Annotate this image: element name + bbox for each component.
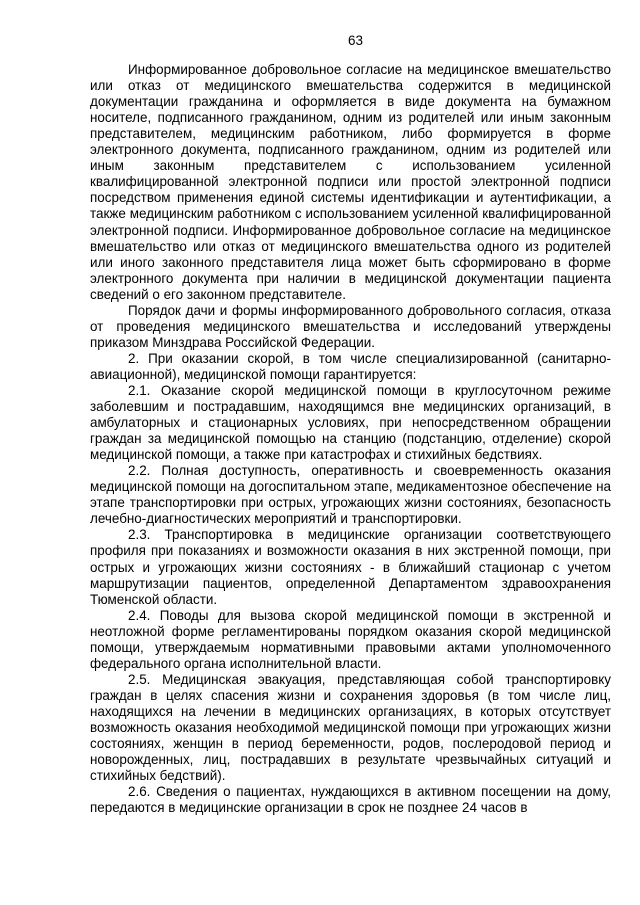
paragraph-item-2-6: 2.6. Сведения о пациентах, нуждающихся в активном посещении на дому, передаются в медицинские организации в срок не позднее 24 часов в [90, 784, 611, 816]
paragraph-informed-consent-details: Информированное добровольное согласие на медицинское вмешательство или отказ от медицинского вмешательства содержится в медицинской документации гражданина и оформляется в виде документа на бумажном носителе, подписанного гражданином, одним из родителей или иным законным представителем, медицинским работником, либо формируется в форме электронного документа, подписанного гражданином, одним из родителей или иным законным представителем с использованием усиленной квалифицированной электронной подписи или простой электронной подписи посредством применения единой системы идентификации и аутентификации, а также медицинским работником с использованием усиленной квалифицированной электронной подписи. Информированное добровольное согласие на медицинское вмешательство или отказ от медицинского вмешательства одного из родителей или иного законного представителя лица может быть сформировано в форме электронного документа при наличии в медицинской документации пациента сведений о его законном представителе. [90, 62, 611, 302]
paragraph-consent-procedure: Порядок дачи и формы информированного добровольного согласия, отказа от проведения медицинского вмешательства и исследований утверждены приказом Минздрава Российской Федерации. [90, 302, 611, 350]
paragraph-item-2-3: 2.3. Транспортировка в медицинские организации соответствующего профиля при показаниях и возможности оказания в них экстренной помощи, при острых и угрожающих жизни состояниях - в ближайший стационар с учетом маршрутизации пациентов, определенной Департаментом здравоохранения Тюменской области. [90, 527, 611, 607]
page-number: 63 [348, 33, 363, 48]
paragraph-item-2-1: 2.1. Оказание скорой медицинской помощи в круглосуточном режиме заболевшим и пострадавшим, находящимся вне медицинских организаций, в амбулаторных и стационарных условиях, при непосредственном обращении граждан за медицинской помощью на станцию (подстанцию, отделение) скорой медицинской помощи, а также при катастрофах и стихийных бедствиях. [90, 382, 611, 463]
paragraph-section-2: 2. При оказании скорой, в том числе специализированной (санитарно-авиационной), медицинской помощи гарантируется: [90, 350, 611, 382]
paragraph-item-2-2: 2.2. Полная доступность, оперативность и своевременность оказания медицинской помощи на догоспитальном этапе, медикаментозное обеспечение на этапе транспортировки при острых, угрожающих жизни состояниях, безопасность лечебно-диагностических мероприятий и транспортировки. [90, 463, 611, 527]
paragraph-item-2-5: 2.5. Медицинская эвакуация, представляющая собой транспортировку граждан в целях спасения жизни и сохранения здоровья (в том числе лиц, находящихся на лечении в медицинских организациях, в которых отсутствует возможность оказания необходимой медицинской помощи при угрожающих жизни состояниях, женщин в период беременности, родов, послеродовой период и новорожденных, лиц, пострадавших в результате чрезвычайных ситуаций и стихийных бедствий). [90, 671, 611, 784]
paragraph-item-2-4: 2.4. Поводы для вызова скорой медицинской помощи в экстренной и неотложной форме регламентированы порядком оказания скорой медицинской помощи, утверждаемым нормативными правовыми актами уполномоченного федерального органа исполнительной власти. [90, 607, 611, 671]
